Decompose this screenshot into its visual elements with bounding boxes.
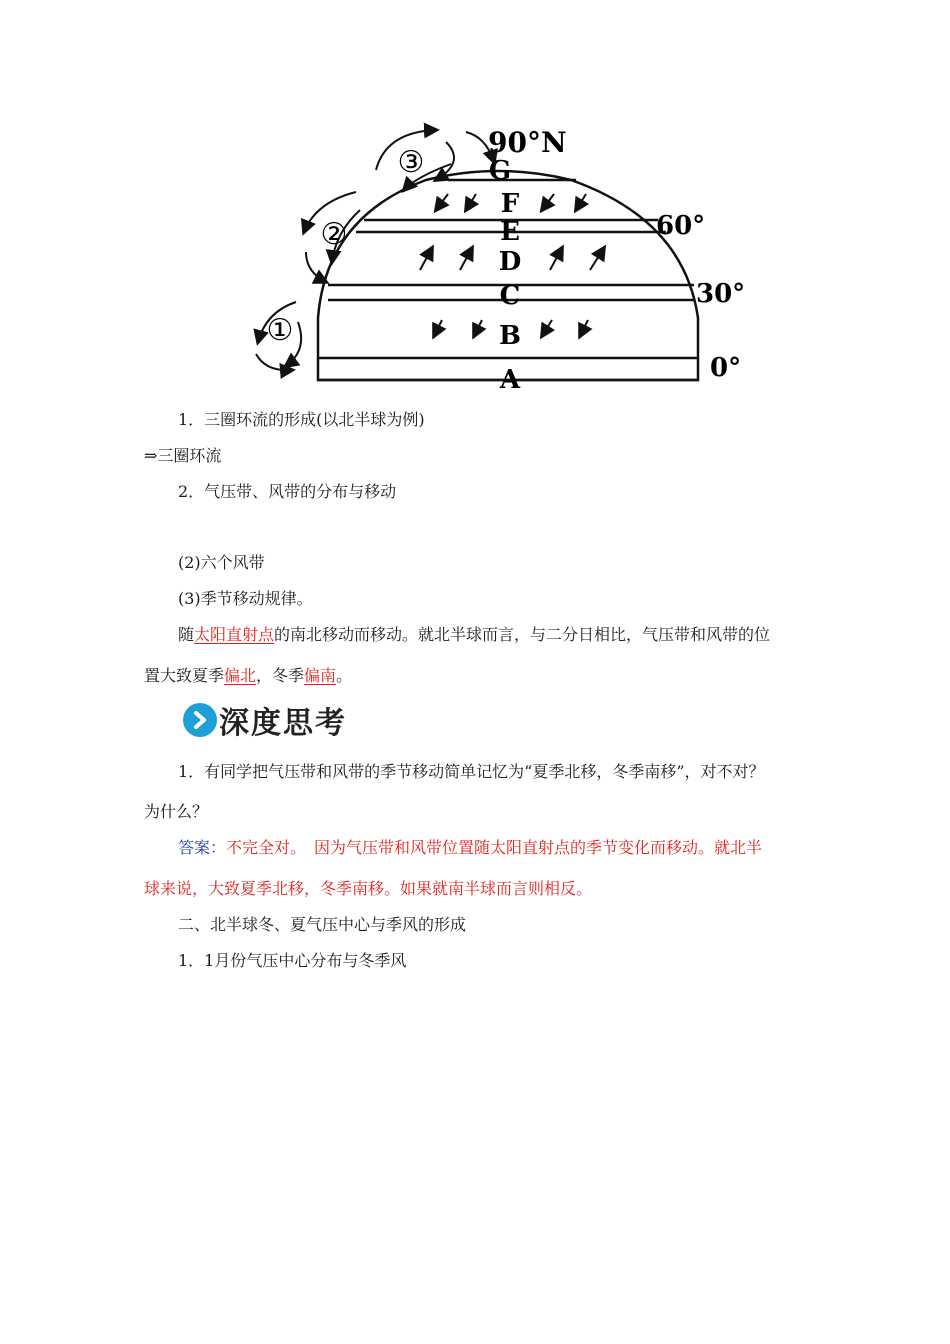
belt-label-a: A: [499, 365, 521, 392]
latitude-label-60: 60°: [656, 211, 706, 241]
answer-line1: [178, 838, 762, 858]
three-cell-result-line: ⇒三圈环流: [144, 446, 222, 465]
sub-six-wind-belts: (2)六个风带: [178, 553, 265, 572]
belt-label-g: G: [488, 156, 512, 186]
belt-label-e: E: [500, 217, 520, 247]
item-three-cell-formation: 1．三圈环流的形成(以北半球为例): [178, 410, 425, 429]
answer-label: 答案：: [178, 838, 227, 857]
para-text: ，冬季: [256, 666, 305, 685]
answer-line2: 球来说，大致夏季北移，冬季南移。如果就南半球而言则相反。: [144, 879, 593, 898]
belt-label-b: B: [499, 321, 521, 351]
question-1-line2: 为什么？: [144, 802, 209, 821]
question-1-line1: 1．有同学把气压带和风带的季节移动简单记忆为“夏季北移，冬季南移”，对不对？: [178, 762, 765, 781]
deep-thinking-banner: [183, 700, 347, 740]
section-2-item1: 1．1月份气压中心分布与冬季风: [178, 951, 407, 970]
answer-text: 不完全对。 因为气压带和风带位置随太阳直射点的季节变化而移动。就北半: [226, 838, 763, 857]
belt-label-c: C: [499, 281, 521, 311]
cell-label-2: ②: [320, 217, 348, 252]
para-text: 随: [178, 625, 195, 644]
para-text: 的南北移动而移动。就北半球而言，与二分日相比，气压带和风带的位: [274, 625, 771, 644]
item-pressure-wind-belts: 2．气压带、风带的分布与移动: [178, 482, 397, 501]
para-text: 。: [336, 666, 353, 685]
cell-label-1: ①: [266, 313, 294, 348]
cell-label-3: ③: [397, 145, 425, 180]
belt-label-f: F: [500, 189, 520, 219]
answer-blank-south: 偏南: [304, 666, 337, 685]
belt-label-d: D: [498, 247, 522, 277]
answer-blank-direct-sun: 太阳直射点: [194, 625, 275, 644]
latitude-label-30: 30°: [696, 279, 746, 309]
seasonal-shift-paragraph-line2: [144, 666, 352, 686]
answer-blank-north: 偏北: [224, 666, 257, 685]
para-text: 置大致夏季: [144, 666, 225, 685]
chevron-right-icon: [183, 703, 217, 737]
seasonal-shift-paragraph-line1: [178, 625, 770, 645]
latitude-label-90n: 90°N: [488, 126, 567, 159]
section-2-title: 二、北半球冬、夏气压中心与季风的形成: [178, 915, 467, 934]
three-cell-circulation-diagram: [236, 122, 746, 392]
banner-title: 深度思考: [219, 706, 347, 741]
sub-seasonal-shift: (3)季节移动规律。: [178, 589, 313, 608]
latitude-label-0: 0°: [710, 353, 742, 383]
